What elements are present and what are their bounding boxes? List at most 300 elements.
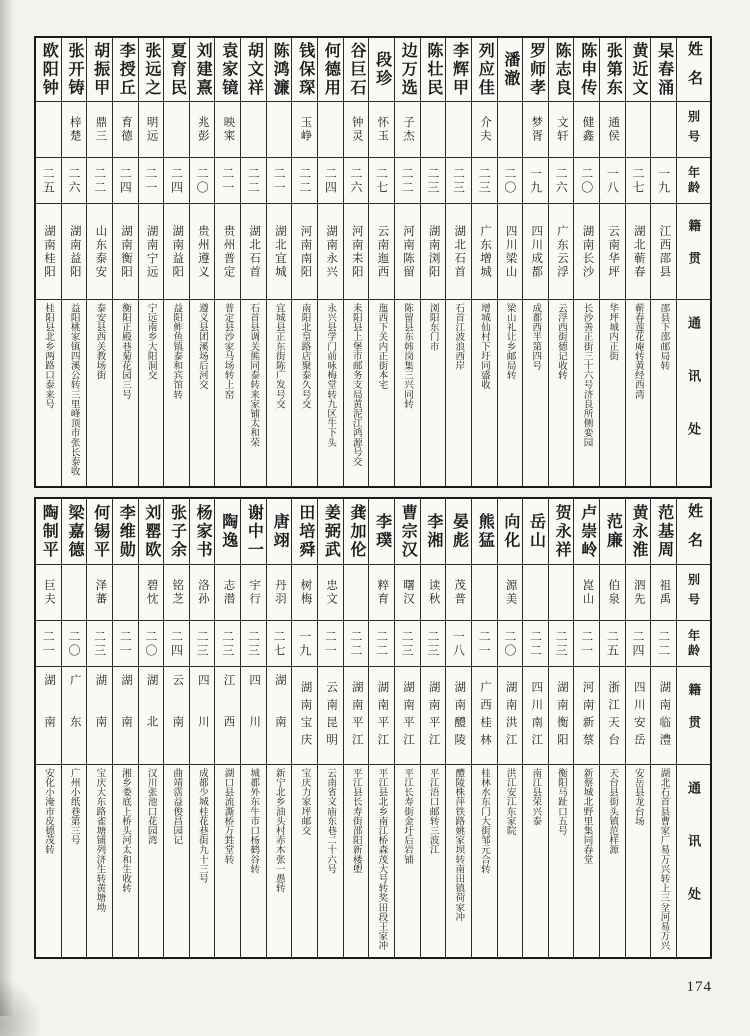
entry-name-text: 李湘 xyxy=(424,513,442,550)
entry-name-text: 李授丘 xyxy=(117,41,135,98)
entry-alias-text: 树梅 xyxy=(299,579,312,606)
entry-age xyxy=(446,158,471,204)
entry-address-text: 湖北石首县曹家厂易万兴转上三坌河易万兴 xyxy=(658,768,670,951)
entry-age-text: 二三 xyxy=(220,629,235,658)
entry-name-text: 胡振甲 xyxy=(91,41,109,98)
entry-alias xyxy=(62,102,87,158)
entry-address xyxy=(344,765,369,957)
person-column xyxy=(112,38,138,486)
person-column xyxy=(368,38,394,486)
entry-native-text: 广东云浮 xyxy=(555,224,568,279)
header-address xyxy=(677,300,710,486)
entry-alias-text: 忠文 xyxy=(325,579,338,606)
entry-age-text: 二四 xyxy=(323,166,338,195)
entry-name xyxy=(472,499,497,565)
entry-age xyxy=(164,158,189,204)
entry-age-text: 二三 xyxy=(246,629,261,658)
entry-name-text: 夏育民 xyxy=(168,41,186,98)
entry-address xyxy=(446,300,471,486)
person-column xyxy=(240,499,266,957)
entry-address xyxy=(267,765,292,957)
entry-address xyxy=(395,765,420,957)
entry-name-text: 龚加伦 xyxy=(347,503,365,560)
entry-native-text: 湖南 xyxy=(43,674,56,757)
person-column xyxy=(394,38,420,486)
header-alias xyxy=(677,102,710,158)
entry-age xyxy=(87,621,112,667)
person-column xyxy=(61,499,87,957)
entry-name xyxy=(113,499,138,565)
entry-age-text: 二六 xyxy=(554,166,569,195)
entry-address-text: 平江长寿街金圩后岩铺 xyxy=(402,768,414,864)
entry-alias-text: 读秋 xyxy=(427,579,440,606)
entry-native-text: 江西邵县 xyxy=(658,224,671,279)
entry-native-text: 湖南平江 xyxy=(402,680,415,751)
entry-name xyxy=(36,499,61,565)
entry-native-text: 广西桂林 xyxy=(478,680,491,751)
entry-name-text: 卢崇岭 xyxy=(578,503,596,560)
entry-name xyxy=(267,499,292,565)
entry-native xyxy=(395,204,420,300)
entry-address-text: 泰安县西关教场街 xyxy=(94,303,106,380)
entry-alias xyxy=(164,565,189,621)
entry-alias-text: 洛孙 xyxy=(196,579,209,606)
entry-address-text: 汉川张池口花园湾 xyxy=(145,768,157,845)
entry-name xyxy=(215,499,240,565)
person-column xyxy=(266,499,292,957)
entry-address-text: 宁远南乡大阳洞交 xyxy=(145,303,157,380)
header-native xyxy=(677,204,710,300)
entry-age xyxy=(215,158,240,204)
entry-name xyxy=(395,499,420,565)
entry-native-text: 河南耒阳 xyxy=(350,224,363,279)
entry-address-text: 邵县下邵邮局转 xyxy=(658,303,670,371)
entry-alias-text: 钟灵 xyxy=(350,116,363,143)
person-column xyxy=(471,38,497,486)
person-column xyxy=(317,499,343,957)
person-column xyxy=(522,499,548,957)
entry-age-text: 二〇 xyxy=(143,629,158,658)
entry-address-text: 益阳桃家镇四溪公转三里峰顶市张长泰收 xyxy=(68,303,80,476)
entry-address-text: 云浮西街德记收转 xyxy=(555,303,567,380)
entry-native xyxy=(87,667,112,765)
entry-native xyxy=(600,204,625,300)
entry-native xyxy=(36,204,61,300)
entry-age-text: 二三 xyxy=(92,629,107,658)
person-column xyxy=(625,499,651,957)
header-column xyxy=(676,499,710,957)
entry-native-text: 四川 xyxy=(196,674,209,757)
entry-address-text: 衡阳马趾口五号 xyxy=(555,768,567,836)
entry-alias xyxy=(241,565,266,621)
entry-address xyxy=(241,300,266,486)
entry-native xyxy=(472,204,497,300)
entry-native xyxy=(292,667,317,765)
entry-name xyxy=(421,38,446,102)
entry-name-text: 袁家镜 xyxy=(219,41,237,98)
entry-alias-text: 曙汉 xyxy=(402,579,415,606)
entry-address-text: 衡阳正殿巷菊花园三号 xyxy=(120,303,132,399)
person-column xyxy=(163,499,189,957)
entry-name xyxy=(395,38,420,102)
entry-native-text: 湖南洪江 xyxy=(504,680,517,751)
entry-address-text: 城都外东牛市口杨鹤谷转 xyxy=(248,768,260,874)
entry-name-text: 田培舜 xyxy=(296,503,314,560)
entry-name xyxy=(241,499,266,565)
entry-name xyxy=(600,499,625,565)
person-column xyxy=(189,38,215,486)
entry-alias xyxy=(549,102,574,158)
entry-name-text: 陈壮民 xyxy=(424,41,442,98)
person-column xyxy=(497,38,523,486)
entry-age xyxy=(113,621,138,667)
entry-address xyxy=(421,300,446,486)
entry-name-text: 向化 xyxy=(501,513,519,550)
entry-native-text: 湖南 xyxy=(273,674,286,757)
entry-address xyxy=(523,765,548,957)
person-column xyxy=(650,38,676,486)
entry-native xyxy=(344,204,369,300)
entry-age-text: 二六 xyxy=(66,166,81,195)
entry-age xyxy=(344,158,369,204)
entry-native-text: 湖南宁远 xyxy=(145,224,158,279)
entry-alias xyxy=(523,565,548,621)
entry-age-text: 二〇 xyxy=(195,166,210,195)
person-column xyxy=(573,38,599,486)
entry-alias xyxy=(241,102,266,158)
entry-alias-text: 鼎三 xyxy=(94,116,107,143)
entry-native xyxy=(472,667,497,765)
entry-native-text: 湖南平江 xyxy=(376,680,389,751)
entry-alias-text: 巨夫 xyxy=(43,579,56,606)
entry-age xyxy=(523,621,548,667)
entry-alias xyxy=(369,102,394,158)
person-column xyxy=(36,38,61,486)
entry-alias xyxy=(395,102,420,158)
entry-alias-text: 通侯 xyxy=(607,116,620,143)
header-native-label: 籍贯 xyxy=(686,219,701,284)
entry-alias xyxy=(215,565,240,621)
entry-name xyxy=(523,499,548,565)
entry-name xyxy=(651,38,676,102)
entry-name xyxy=(267,38,292,102)
entry-address-text: 增城仙村下圩同盛收 xyxy=(478,303,490,390)
entry-name xyxy=(651,499,676,565)
entry-native-text: 湖南桂阳 xyxy=(43,224,56,279)
entry-name-text: 晏彪 xyxy=(450,513,468,550)
entry-name-text: 姜弼武 xyxy=(322,503,340,560)
entry-name xyxy=(498,38,523,102)
entry-age-text: 二二 xyxy=(246,166,261,195)
entry-alias xyxy=(87,102,112,158)
entry-address xyxy=(626,765,651,957)
entry-alias xyxy=(498,102,523,158)
entry-native-text: 湖南永兴 xyxy=(325,224,338,279)
entry-age xyxy=(215,621,240,667)
entry-age-text: 二三 xyxy=(554,629,569,658)
entry-age-text: 一八 xyxy=(605,166,620,195)
entry-name-text: 刘建熹 xyxy=(194,41,212,98)
entry-age-text: 二〇 xyxy=(502,629,517,658)
entry-name xyxy=(626,38,651,102)
entry-address xyxy=(190,765,215,957)
entry-age-text: 二一 xyxy=(220,166,235,195)
entry-alias xyxy=(344,565,369,621)
entry-name-text: 罗师孝 xyxy=(527,41,545,98)
entry-age xyxy=(292,158,317,204)
roster-table-bottom xyxy=(34,497,712,959)
entry-age-text: 二七 xyxy=(374,166,389,195)
entry-alias xyxy=(113,565,138,621)
entry-address xyxy=(472,765,497,957)
entry-alias xyxy=(190,565,215,621)
entry-address-text: 成都少城桂花巷街九十三号 xyxy=(196,768,208,884)
entry-address-text: 南江县荣兴泰 xyxy=(530,768,542,826)
entry-native xyxy=(446,204,471,300)
entry-age-text: 二四 xyxy=(169,629,184,658)
entry-name xyxy=(369,499,394,565)
entry-native-text: 湖南 xyxy=(94,674,107,757)
entry-age-text: 二〇 xyxy=(502,166,517,195)
entry-name-text: 潘澈 xyxy=(501,51,519,88)
entry-name-text: 胡文祥 xyxy=(245,41,263,98)
entry-name xyxy=(600,38,625,102)
entry-native xyxy=(651,667,676,765)
entry-native xyxy=(549,204,574,300)
entry-native-text: 云南昆明 xyxy=(325,680,338,751)
entry-address xyxy=(344,300,369,486)
entry-name-text: 何锡平 xyxy=(91,503,109,560)
entry-native xyxy=(318,667,343,765)
entry-age xyxy=(600,158,625,204)
entry-address-text: 广州小纸巷第三号 xyxy=(68,768,80,845)
entry-native xyxy=(626,204,651,300)
entry-age xyxy=(62,158,87,204)
entry-alias-text: 怀玉 xyxy=(376,116,389,143)
entry-address-text: 永兴县学门前咏梅堂转九区牛下头 xyxy=(325,303,337,447)
person-column xyxy=(599,499,625,957)
person-column xyxy=(368,499,394,957)
entry-native xyxy=(549,667,574,765)
entry-name xyxy=(164,38,189,102)
entry-address-text: 新蔡城北野里集同春堂 xyxy=(581,768,593,864)
entry-address-text: 耒阳县上堡市邮务支局黄泥江鸿源号交 xyxy=(350,303,362,467)
entry-age-text: 二三 xyxy=(400,629,415,658)
entry-address-text: 遵义县团溪场后河交 xyxy=(196,303,208,390)
entry-name-text: 边万选 xyxy=(399,41,417,98)
entry-age-text: 二七 xyxy=(272,629,287,658)
header-age xyxy=(677,621,710,667)
entry-native xyxy=(139,204,164,300)
person-column xyxy=(214,499,240,957)
entry-native-text: 湖南平江 xyxy=(350,680,363,751)
entry-alias-text: 介夫 xyxy=(478,116,491,143)
entry-age-text: 一九 xyxy=(297,629,312,658)
entry-alias xyxy=(626,102,651,158)
entry-age-text: 二六 xyxy=(348,166,363,195)
entry-native-text: 广东 xyxy=(68,674,81,757)
entry-address xyxy=(446,765,471,957)
entry-native xyxy=(164,667,189,765)
entry-native-text: 四川 xyxy=(248,674,261,757)
header-age-label: 年龄 xyxy=(686,628,701,659)
person-column xyxy=(573,499,599,957)
entry-age-text: 二三 xyxy=(451,166,466,195)
person-column xyxy=(291,499,317,957)
entry-address-text: 普定县沙家马场转上窑 xyxy=(222,303,234,399)
entry-address-text: 宝庆大东路雀塘铺列济生转黄塘坳 xyxy=(94,768,106,912)
entry-address xyxy=(318,300,343,486)
entry-native-text: 贵州遵义 xyxy=(196,224,209,279)
entry-alias xyxy=(318,102,343,158)
entry-native xyxy=(446,667,471,765)
entry-name xyxy=(292,38,317,102)
entry-age-text: 一八 xyxy=(451,629,466,658)
entry-age-text: 二三 xyxy=(425,629,440,658)
entry-alias xyxy=(267,565,292,621)
entry-address xyxy=(498,765,523,957)
entry-name-text: 李维勋 xyxy=(117,503,135,560)
entry-age xyxy=(523,158,548,204)
entry-age-text: 一九 xyxy=(656,166,671,195)
entry-age xyxy=(472,158,497,204)
entry-address xyxy=(62,765,87,957)
entry-address xyxy=(139,765,164,957)
entry-alias xyxy=(139,102,164,158)
entry-name-text: 陈鸿濂 xyxy=(271,41,289,98)
entry-alias xyxy=(446,102,471,158)
person-column xyxy=(625,38,651,486)
entry-native xyxy=(344,667,369,765)
entry-native xyxy=(292,204,317,300)
entry-age xyxy=(241,158,266,204)
entry-age xyxy=(369,158,394,204)
entry-alias-text: 育德 xyxy=(119,116,132,143)
entry-alias-text: 文轩 xyxy=(555,116,568,143)
entry-address-text: 梁山礼让乡邮局转 xyxy=(504,303,516,380)
entry-age xyxy=(36,621,61,667)
person-column xyxy=(138,499,164,957)
header-alias-label: 别号 xyxy=(686,109,701,150)
entry-alias-text: 粹育 xyxy=(376,579,389,606)
entry-name-text: 杨家书 xyxy=(194,503,212,560)
entry-address-text: 迤西下关内正街本宅 xyxy=(376,303,388,390)
entry-address xyxy=(421,765,446,957)
entry-alias-text: 玉峥 xyxy=(299,116,312,143)
entry-alias-text: 映宷 xyxy=(222,116,235,143)
entry-native xyxy=(498,204,523,300)
entry-alias xyxy=(421,565,446,621)
entry-address-text: 成都西半第四号 xyxy=(530,303,542,371)
entry-address xyxy=(574,765,599,957)
entry-alias-text: 源美 xyxy=(504,579,517,606)
entry-alias xyxy=(36,565,61,621)
entry-native xyxy=(267,667,292,765)
entry-native-text: 四川梁山 xyxy=(504,224,517,279)
person-column xyxy=(86,38,112,486)
entry-age xyxy=(549,158,574,204)
entry-name xyxy=(421,499,446,565)
entry-alias xyxy=(600,102,625,158)
entry-native xyxy=(190,667,215,765)
entry-name xyxy=(626,499,651,565)
entry-alias xyxy=(292,102,317,158)
person-column xyxy=(36,499,61,957)
entry-name-text: 黄永淮 xyxy=(630,503,648,560)
entry-age xyxy=(318,621,343,667)
header-age-label: 年龄 xyxy=(686,165,701,196)
person-column xyxy=(317,38,343,486)
entry-alias xyxy=(292,565,317,621)
entry-native xyxy=(574,667,599,765)
entry-name xyxy=(190,499,215,565)
entry-age xyxy=(344,621,369,667)
entry-native xyxy=(164,204,189,300)
entry-alias-text: 碧忱 xyxy=(145,579,158,606)
person-column xyxy=(471,499,497,957)
entry-alias xyxy=(215,102,240,158)
entry-name-text: 钱保琛 xyxy=(296,41,314,98)
entry-native xyxy=(318,204,343,300)
entry-address xyxy=(190,300,215,486)
entry-name-text: 李璞 xyxy=(373,513,391,550)
entry-native-text: 湖南长沙 xyxy=(581,224,594,279)
entry-age xyxy=(626,158,651,204)
entry-address xyxy=(369,765,394,957)
entry-age xyxy=(369,621,394,667)
person-column xyxy=(214,38,240,486)
entry-native-text: 河南新蔡 xyxy=(581,680,594,751)
entry-native-text: 湖北石首 xyxy=(248,224,261,279)
entry-name-text: 张第东 xyxy=(604,41,622,98)
entry-name-text: 张远之 xyxy=(142,41,160,98)
entry-address xyxy=(241,765,266,957)
entry-age-text: 二三 xyxy=(195,629,210,658)
entry-native-text: 云南华坪 xyxy=(607,224,620,279)
entry-name xyxy=(241,38,266,102)
entry-age xyxy=(600,621,625,667)
entry-name xyxy=(164,499,189,565)
header-address-label: 通讯处 xyxy=(686,316,701,475)
person-column xyxy=(497,499,523,957)
header-age xyxy=(677,158,710,204)
entry-native xyxy=(87,204,112,300)
entry-age xyxy=(651,158,676,204)
entry-name-text: 曹宗汉 xyxy=(399,503,417,560)
entry-name-text: 张子余 xyxy=(168,503,186,560)
entry-native xyxy=(523,204,548,300)
entry-age xyxy=(267,621,292,667)
entry-address-text: 醴陵株萍铁路姚家坝转南田镇荷家冲 xyxy=(453,768,465,922)
entry-address xyxy=(574,300,599,486)
entry-address xyxy=(113,300,138,486)
entry-address-text: 云南省文庙东巷二十六号 xyxy=(325,768,337,874)
entry-native-text: 湖北蕲春 xyxy=(632,224,645,279)
entry-address-text: 洪江安江东家院 xyxy=(504,768,516,836)
person-column xyxy=(343,499,369,957)
entry-age-text: 二二 xyxy=(297,166,312,195)
entry-age-text: 二七 xyxy=(631,166,646,195)
header-alias xyxy=(677,565,710,621)
entry-alias xyxy=(626,565,651,621)
entry-age-text: 二二 xyxy=(656,629,671,658)
entry-alias-text: 祖禹 xyxy=(658,579,671,606)
entry-native xyxy=(36,667,61,765)
entry-native xyxy=(421,204,446,300)
entry-address xyxy=(498,300,523,486)
entry-alias xyxy=(267,102,292,158)
entry-age-text: 二一 xyxy=(272,166,287,195)
